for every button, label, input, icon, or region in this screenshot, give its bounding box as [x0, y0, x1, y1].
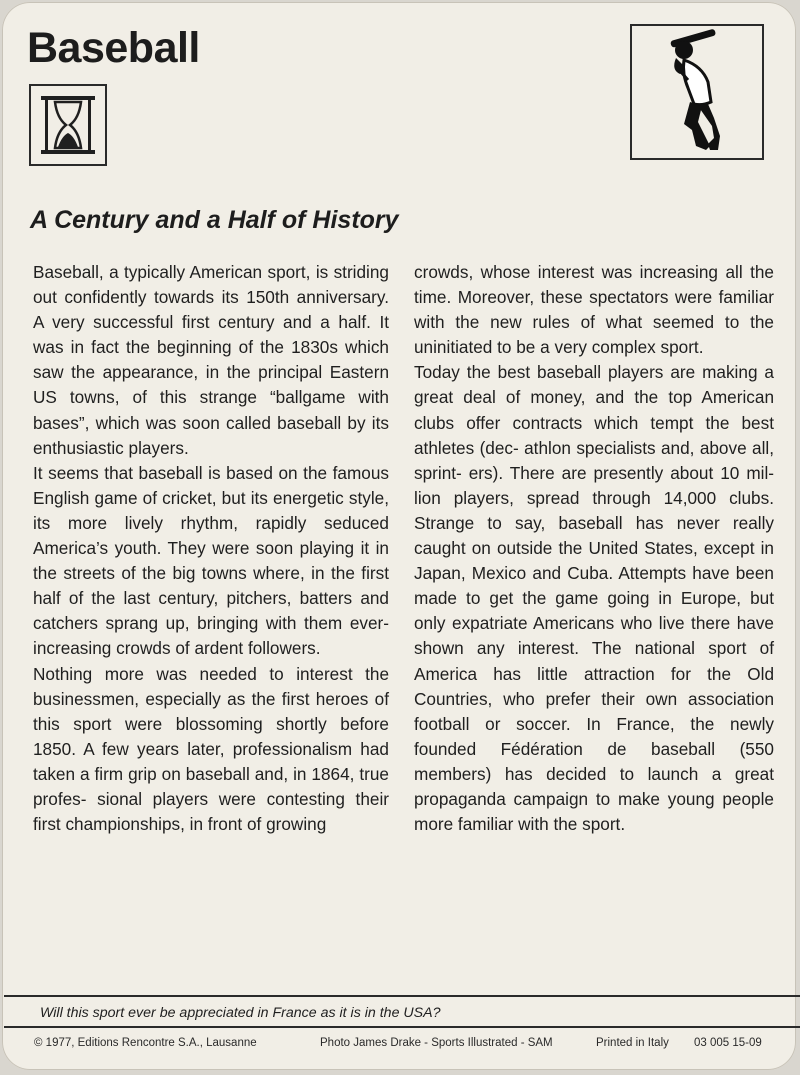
paragraph: crowds, whose interest was increasing all the time. Moreover, these spectators were familiar with the new rules of what seemed to the uninitiated to be a very complex sport.: [414, 262, 774, 358]
photo-credit: Photo James Drake - Sports Illustrated - SAM: [320, 1037, 553, 1049]
paragraph: Baseball, a typically American sport, is striding out confidently towards its 150th anniversary. A very successful first century and a half. It was in fact the beginning of the 1830s which saw the appearance, in the principal Eastern US towns, of this strange “ballgame with bases”, which was soon called baseball by its enthusiastic players.: [33, 262, 389, 458]
question-text: Will this sport ever be appreciated in France as it is in the USA?: [40, 1005, 441, 1021]
card-code: 03 005 15-09: [694, 1037, 762, 1049]
divider: [4, 995, 800, 997]
printed-in: Printed in Italy: [596, 1037, 669, 1049]
text-column-right: [414, 260, 774, 837]
hourglass-icon: [29, 84, 107, 166]
copyright-text: © 1977, Editions Rencontre S.A., Lausanne: [34, 1037, 257, 1049]
paragraph: Nothing more was needed to interest the businessmen, especially as the first heroes of this sport were blossoming shortly before 1850. A few years later, professionalism had taken a firm grip on baseball and, in 1864, true profes- sional players were contesting their first championships, in front of growing: [33, 663, 389, 835]
paragraph: Today the best baseball players are making a great deal of money, and the top American clubs offer contracts which tempt the best athletes (dec- athlon specialists and, above all, sprint- ers). There are presently about 10 mil- lion players, spread through 14,000 clubs. Strange to say, baseball has never really caught on outside the United States, except in Japan, Mexico and Cuba. Attempts have been made to get the game going in Europe, but only expatriate Americans who live there have shown any interest. The national sport of America has little attraction for the Old Countries, who prefer their own association football or soccer. In France, the newly founded Fédération de baseball (550 members) has decided to launch a great propaganda campaign to make young people more familiar with the sport.: [414, 362, 774, 835]
card-title: Baseball: [27, 24, 200, 72]
sport-card: [2, 2, 796, 1070]
text-column-left: [33, 260, 389, 837]
baseball-batter-icon: [630, 24, 764, 160]
divider: [4, 1026, 800, 1028]
card-subtitle: A Century and a Half of History: [30, 206, 399, 234]
paragraph: It seems that baseball is based on the famous English game of cricket, but its energetic style, its more lively rhythm, rapidly seduced America’s youth. They were soon playing it in the streets of the big towns where, in the first half of the last century, pitchers, batters and catchers sprang up, bringing with them ever-increasing crowds of ardent followers.: [33, 462, 389, 659]
